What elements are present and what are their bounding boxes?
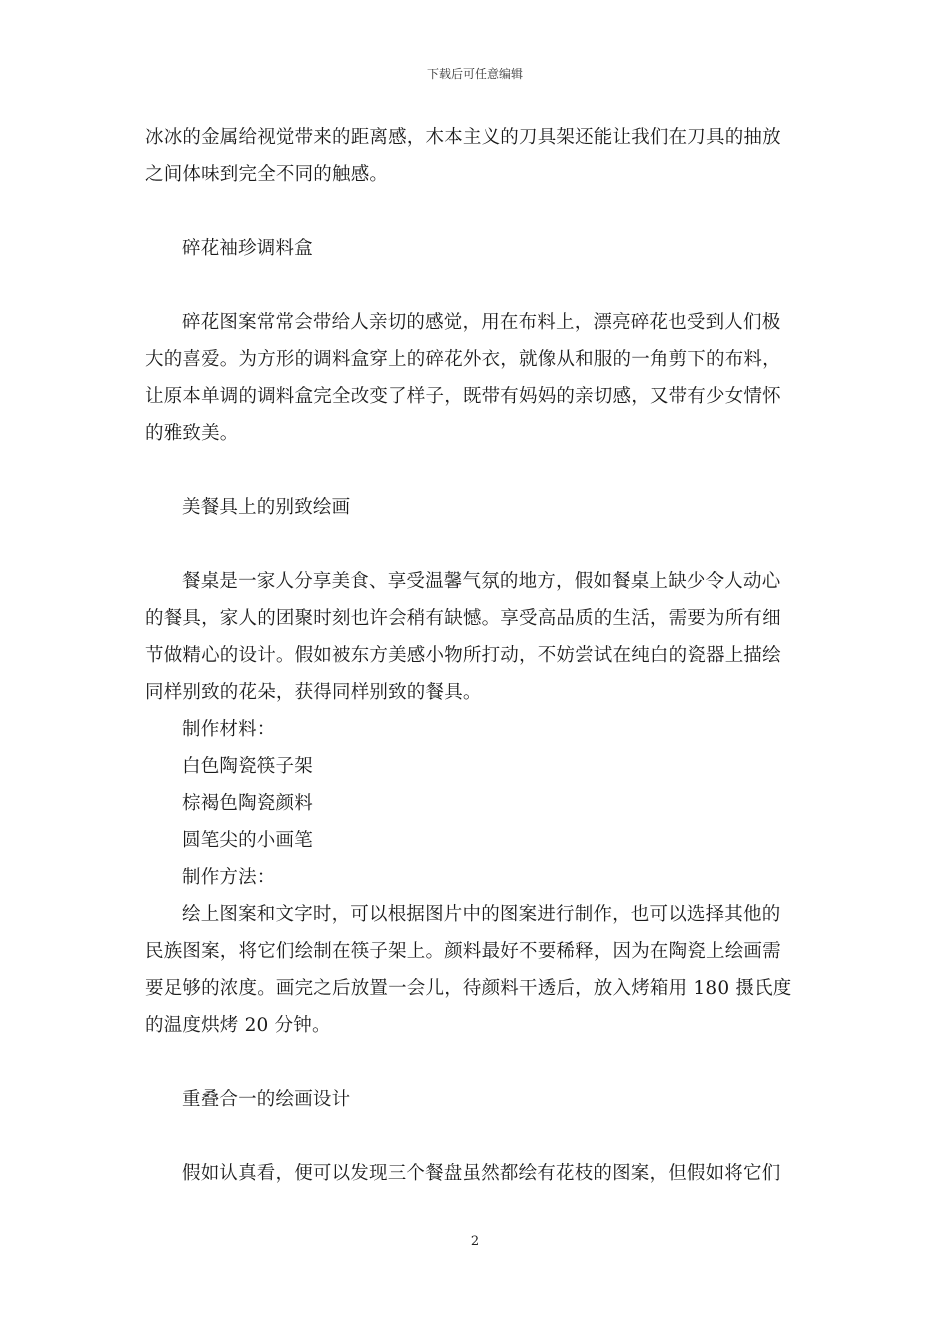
- paragraph-line: 要足够的浓度。画完之后放置一会儿，待颜料干透后，放入烤箱用 180 摄氏度: [145, 978, 792, 999]
- paragraph-line: 假如认真看，便可以发现三个餐盘虽然都绘有花枝的图案，但假如将它们: [182, 1163, 781, 1184]
- page-header-note: 下载后可任意编辑: [426, 67, 523, 81]
- list-item: 圆笔尖的小画笔: [182, 830, 313, 851]
- section-heading: 碎花袖珍调料盒: [182, 238, 313, 259]
- list-item: 棕褐色陶瓷颜料: [182, 793, 313, 814]
- paragraph-line: 大的喜爱。为方形的调料盒穿上的碎花外衣，就像从和服的一角剪下的布料，: [145, 349, 781, 370]
- paragraph-line: 冰冰的金属给视觉带来的距离感，木本主义的刀具架还能让我们在刀具的抽放: [145, 127, 781, 148]
- list-item: 白色陶瓷筷子架: [182, 756, 313, 777]
- paragraph-line: 绘上图案和文字时，可以根据图片中的图案进行制作，也可以选择其他的: [182, 904, 781, 925]
- section-heading: 重叠合一的绘画设计: [182, 1089, 351, 1110]
- paragraph-line: 之间体味到完全不同的触感。: [145, 164, 389, 185]
- paragraph-line: 民族图案，将它们绘制在筷子架上。颜料最好不要稀释，因为在陶瓷上绘画需: [145, 941, 781, 962]
- materials-label: 制作材料：: [182, 719, 276, 740]
- paragraph-line: 的温度烘烤 20 分钟。: [145, 1015, 331, 1036]
- page-number: 2: [470, 1234, 480, 1249]
- paragraph-line: 让原本单调的调料盒完全改变了样子，既带有妈妈的亲切感，又带有少女情怀: [145, 386, 781, 407]
- paragraph-line: 同样别致的花朵，获得同样别致的餐具。: [145, 682, 482, 703]
- method-label: 制作方法：: [182, 867, 276, 888]
- paragraph-line: 的餐具，家人的团聚时刻也许会稍有缺憾。享受高品质的生活，需要为所有细: [145, 608, 781, 629]
- paragraph-line: 碎花图案常常会带给人亲切的感觉，用在布料上，漂亮碎花也受到人们极: [182, 312, 781, 333]
- paragraph-line: 餐桌是一家人分享美食、享受温馨气氛的地方，假如餐桌上缺少令人动心: [182, 571, 781, 592]
- paragraph-line: 的雅致美。: [145, 423, 239, 444]
- paragraph-line: 节做精心的设计。假如被东方美感小物所打动，不妨尝试在纯白的瓷器上描绘: [145, 645, 781, 666]
- section-heading: 美餐具上的别致绘画: [182, 497, 351, 518]
